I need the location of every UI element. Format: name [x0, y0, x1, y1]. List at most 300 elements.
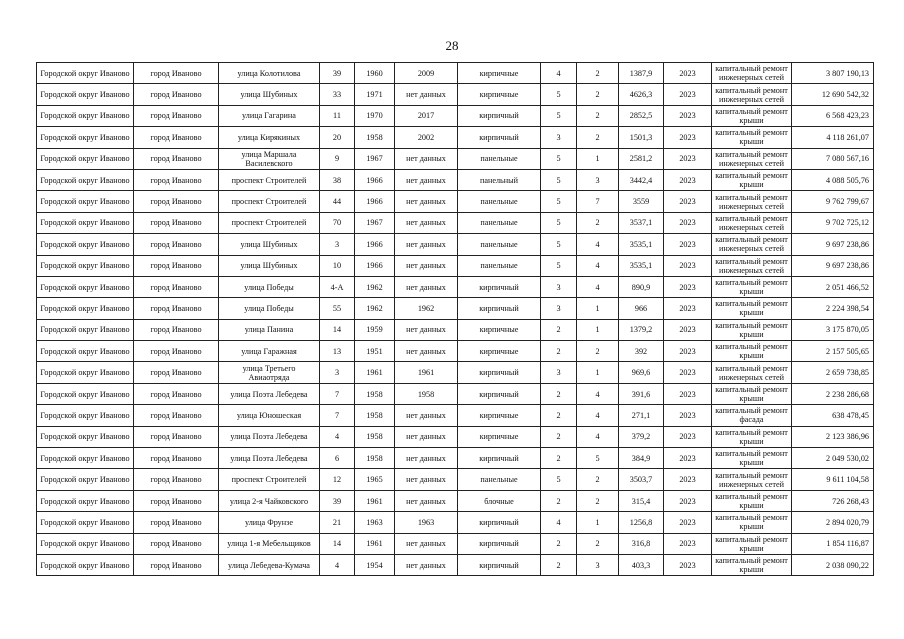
table-row: [37, 276, 874, 297]
cell-settlement: город Иваново: [134, 405, 219, 426]
cell-area: 890,9: [619, 276, 664, 297]
cell-house-number: 38: [320, 169, 355, 190]
cell-floors: 5: [541, 469, 577, 490]
cell-street: проспект Строителей: [219, 169, 320, 190]
table-row: [37, 426, 874, 447]
cell-settlement: город Иваново: [134, 148, 219, 169]
cell-area: 3442,4: [619, 169, 664, 190]
cell-municipality: Городской округ Иваново: [37, 405, 134, 426]
cell-repair-type: капитальный ремонт крыши: [712, 554, 792, 575]
cell-reconstruction-year: нет данных: [395, 255, 458, 276]
cell-area: 384,9: [619, 448, 664, 469]
table-row: [37, 469, 874, 490]
cell-area: 379,2: [619, 426, 664, 447]
cell-build-year: 1958: [355, 426, 395, 447]
cell-build-year: 1966: [355, 191, 395, 212]
cell-entrances: 1: [577, 319, 619, 340]
cell-municipality: Городской округ Иваново: [37, 512, 134, 533]
cell-wall-material: панельный: [458, 169, 541, 190]
cell-street: проспект Строителей: [219, 212, 320, 233]
cell-municipality: Городской округ Иваново: [37, 84, 134, 105]
cell-build-year: 1958: [355, 383, 395, 404]
cell-floors: 5: [541, 212, 577, 233]
cell-entrances: 2: [577, 533, 619, 554]
cell-build-year: 1959: [355, 319, 395, 340]
cell-repair-type: капитальный ремонт инженерных сетей: [712, 234, 792, 255]
cell-floors: 2: [541, 533, 577, 554]
cell-settlement: город Иваново: [134, 512, 219, 533]
cell-repair-type: капитальный ремонт крыши: [712, 490, 792, 511]
cell-reconstruction-year: нет данных: [395, 533, 458, 554]
table-row: [37, 490, 874, 511]
cell-municipality: Городской округ Иваново: [37, 255, 134, 276]
cell-municipality: Городской округ Иваново: [37, 426, 134, 447]
cell-repair-type: капитальный ремонт инженерных сетей: [712, 63, 792, 84]
cell-repair-year: 2023: [664, 63, 712, 84]
cell-cost: 6 568 423,23: [792, 105, 874, 126]
cell-reconstruction-year: нет данных: [395, 341, 458, 362]
cell-repair-year: 2023: [664, 512, 712, 533]
cell-house-number: 9: [320, 148, 355, 169]
cell-settlement: город Иваново: [134, 448, 219, 469]
cell-settlement: город Иваново: [134, 533, 219, 554]
cell-wall-material: кирпичный: [458, 276, 541, 297]
table-row: [37, 255, 874, 276]
cell-municipality: Городской округ Иваново: [37, 341, 134, 362]
cell-settlement: город Иваново: [134, 490, 219, 511]
cell-floors: 4: [541, 63, 577, 84]
cell-floors: 3: [541, 298, 577, 319]
cell-entrances: 1: [577, 148, 619, 169]
cell-repair-year: 2023: [664, 276, 712, 297]
table-body: [37, 63, 874, 576]
cell-reconstruction-year: 2017: [395, 105, 458, 126]
cell-wall-material: кирпичный: [458, 383, 541, 404]
cell-street: улица Юношеская: [219, 405, 320, 426]
cell-house-number: 7: [320, 405, 355, 426]
cell-floors: 5: [541, 148, 577, 169]
cell-wall-material: кирпичные: [458, 63, 541, 84]
cell-area: 316,8: [619, 533, 664, 554]
cell-settlement: город Иваново: [134, 426, 219, 447]
cell-municipality: Городской округ Иваново: [37, 212, 134, 233]
cell-cost: 1 854 116,87: [792, 533, 874, 554]
cell-repair-type: капитальный ремонт крыши: [712, 276, 792, 297]
cell-municipality: Городской округ Иваново: [37, 169, 134, 190]
cell-reconstruction-year: 1961: [395, 362, 458, 383]
cell-area: 4626,3: [619, 84, 664, 105]
cell-house-number: 39: [320, 63, 355, 84]
table-row: [37, 319, 874, 340]
cell-build-year: 1966: [355, 169, 395, 190]
cell-cost: 2 123 386,96: [792, 426, 874, 447]
cell-settlement: город Иваново: [134, 298, 219, 319]
cell-settlement: город Иваново: [134, 105, 219, 126]
cell-repair-type: капитальный ремонт инженерных сетей: [712, 148, 792, 169]
cell-house-number: 6: [320, 448, 355, 469]
cell-reconstruction-year: нет данных: [395, 84, 458, 105]
cell-settlement: город Иваново: [134, 341, 219, 362]
cell-settlement: город Иваново: [134, 383, 219, 404]
cell-build-year: 1961: [355, 362, 395, 383]
cell-street: улица Кирякиных: [219, 127, 320, 148]
cell-street: улица Фрунзе: [219, 512, 320, 533]
cell-municipality: Городской округ Иваново: [37, 490, 134, 511]
cell-wall-material: кирпичный: [458, 533, 541, 554]
cell-house-number: 11: [320, 105, 355, 126]
cell-entrances: 2: [577, 84, 619, 105]
cell-house-number: 14: [320, 319, 355, 340]
cell-wall-material: панельные: [458, 255, 541, 276]
cell-municipality: Городской округ Иваново: [37, 448, 134, 469]
cell-repair-type: капитальный ремонт инженерных сетей: [712, 469, 792, 490]
table-row: [37, 298, 874, 319]
table-row: [37, 191, 874, 212]
cell-area: 1256,8: [619, 512, 664, 533]
cell-cost: 2 157 505,65: [792, 341, 874, 362]
cell-reconstruction-year: нет данных: [395, 490, 458, 511]
cell-settlement: город Иваново: [134, 276, 219, 297]
cell-entrances: 1: [577, 362, 619, 383]
cell-floors: 4: [541, 512, 577, 533]
cell-entrances: 4: [577, 234, 619, 255]
cell-house-number: 13: [320, 341, 355, 362]
cell-reconstruction-year: нет данных: [395, 212, 458, 233]
cell-settlement: город Иваново: [134, 319, 219, 340]
cell-house-number: 3: [320, 234, 355, 255]
cell-entrances: 3: [577, 554, 619, 575]
buildings-table: [36, 62, 874, 576]
cell-street: улица Шубиных: [219, 255, 320, 276]
cell-repair-type: капитальный ремонт инженерных сетей: [712, 362, 792, 383]
cell-cost: 4 088 505,76: [792, 169, 874, 190]
cell-repair-type: капитальный ремонт крыши: [712, 533, 792, 554]
cell-repair-year: 2023: [664, 191, 712, 212]
cell-house-number: 55: [320, 298, 355, 319]
cell-wall-material: кирпичный: [458, 298, 541, 319]
cell-reconstruction-year: 1958: [395, 383, 458, 404]
cell-floors: 5: [541, 234, 577, 255]
cell-repair-year: 2023: [664, 341, 712, 362]
cell-street: улица Победы: [219, 276, 320, 297]
cell-build-year: 1951: [355, 341, 395, 362]
cell-floors: 2: [541, 554, 577, 575]
cell-reconstruction-year: 1963: [395, 512, 458, 533]
cell-entrances: 4: [577, 405, 619, 426]
cell-repair-type: капитальный ремонт инженерных сетей: [712, 84, 792, 105]
cell-repair-type: капитальный ремонт крыши: [712, 319, 792, 340]
cell-street: улица 2-я Чайковского: [219, 490, 320, 511]
cell-street: улица Панина: [219, 319, 320, 340]
cell-street: проспект Строителей: [219, 191, 320, 212]
cell-floors: 3: [541, 276, 577, 297]
cell-settlement: город Иваново: [134, 234, 219, 255]
cell-house-number: 21: [320, 512, 355, 533]
cell-wall-material: панельные: [458, 234, 541, 255]
cell-area: 391,6: [619, 383, 664, 404]
cell-settlement: город Иваново: [134, 169, 219, 190]
cell-area: 1379,2: [619, 319, 664, 340]
cell-repair-year: 2023: [664, 105, 712, 126]
cell-cost: 7 080 567,16: [792, 148, 874, 169]
cell-wall-material: панельные: [458, 469, 541, 490]
cell-entrances: 4: [577, 426, 619, 447]
cell-entrances: 2: [577, 127, 619, 148]
cell-settlement: город Иваново: [134, 255, 219, 276]
cell-settlement: город Иваново: [134, 362, 219, 383]
cell-repair-year: 2023: [664, 469, 712, 490]
cell-area: 1387,9: [619, 63, 664, 84]
table-row: [37, 212, 874, 233]
cell-floors: 2: [541, 490, 577, 511]
cell-cost: 9 697 238,86: [792, 234, 874, 255]
cell-floors: 2: [541, 426, 577, 447]
cell-repair-type: капитальный ремонт инженерных сетей: [712, 191, 792, 212]
cell-repair-type: капитальный ремонт крыши: [712, 298, 792, 319]
cell-wall-material: кирпичные: [458, 426, 541, 447]
cell-floors: 2: [541, 319, 577, 340]
table-row: [37, 234, 874, 255]
cell-build-year: 1965: [355, 469, 395, 490]
cell-wall-material: кирпичный: [458, 105, 541, 126]
cell-street: проспект Строителей: [219, 469, 320, 490]
cell-repair-year: 2023: [664, 169, 712, 190]
cell-entrances: 7: [577, 191, 619, 212]
cell-street: улица 1-я Мебельщиков: [219, 533, 320, 554]
table-row: [37, 362, 874, 383]
table-row: [37, 512, 874, 533]
cell-reconstruction-year: нет данных: [395, 405, 458, 426]
cell-build-year: 1966: [355, 234, 395, 255]
cell-build-year: 1970: [355, 105, 395, 126]
cell-build-year: 1962: [355, 298, 395, 319]
cell-build-year: 1960: [355, 63, 395, 84]
cell-repair-year: 2023: [664, 426, 712, 447]
cell-municipality: Городской округ Иваново: [37, 554, 134, 575]
table-row: [37, 148, 874, 169]
cell-floors: 2: [541, 341, 577, 362]
cell-municipality: Городской округ Иваново: [37, 276, 134, 297]
cell-wall-material: кирпичный: [458, 448, 541, 469]
cell-street: улица Гаражная: [219, 341, 320, 362]
cell-repair-type: капитальный ремонт крыши: [712, 512, 792, 533]
cell-repair-type: капитальный ремонт крыши: [712, 341, 792, 362]
cell-build-year: 1967: [355, 148, 395, 169]
table-row: [37, 341, 874, 362]
cell-municipality: Городской округ Иваново: [37, 469, 134, 490]
cell-municipality: Городской округ Иваново: [37, 63, 134, 84]
cell-entrances: 2: [577, 63, 619, 84]
cell-cost: 9 611 104,58: [792, 469, 874, 490]
cell-wall-material: кирпичные: [458, 341, 541, 362]
cell-street: улица Маршала Василевского: [219, 148, 320, 169]
cell-cost: 9 697 238,86: [792, 255, 874, 276]
cell-entrances: 1: [577, 512, 619, 533]
cell-cost: 3 175 870,05: [792, 319, 874, 340]
cell-wall-material: панельные: [458, 191, 541, 212]
cell-cost: 2 051 466,52: [792, 276, 874, 297]
cell-reconstruction-year: нет данных: [395, 426, 458, 447]
cell-repair-type: капитальный ремонт крыши: [712, 105, 792, 126]
cell-entrances: 1: [577, 298, 619, 319]
cell-settlement: город Иваново: [134, 469, 219, 490]
cell-repair-year: 2023: [664, 383, 712, 404]
table-row: [37, 405, 874, 426]
cell-build-year: 1958: [355, 405, 395, 426]
cell-entrances: 2: [577, 105, 619, 126]
cell-repair-year: 2023: [664, 298, 712, 319]
cell-area: 271,1: [619, 405, 664, 426]
cell-repair-type: капитальный ремонт крыши: [712, 169, 792, 190]
cell-reconstruction-year: 1962: [395, 298, 458, 319]
cell-repair-year: 2023: [664, 127, 712, 148]
cell-build-year: 1958: [355, 127, 395, 148]
cell-entrances: 4: [577, 255, 619, 276]
cell-cost: 2 049 530,02: [792, 448, 874, 469]
cell-reconstruction-year: нет данных: [395, 148, 458, 169]
cell-settlement: город Иваново: [134, 63, 219, 84]
cell-cost: 4 118 261,07: [792, 127, 874, 148]
cell-area: 966: [619, 298, 664, 319]
cell-cost: 2 894 020,79: [792, 512, 874, 533]
cell-municipality: Городской округ Иваново: [37, 127, 134, 148]
cell-build-year: 1962: [355, 276, 395, 297]
cell-street: улица Шубиных: [219, 84, 320, 105]
cell-reconstruction-year: нет данных: [395, 169, 458, 190]
cell-build-year: 1954: [355, 554, 395, 575]
cell-repair-type: капитальный ремонт крыши: [712, 448, 792, 469]
cell-floors: 2: [541, 383, 577, 404]
cell-reconstruction-year: нет данных: [395, 234, 458, 255]
cell-street: улица Поэта Лебедева: [219, 448, 320, 469]
cell-street: улица Третьего Авиаотряда: [219, 362, 320, 383]
cell-house-number: 33: [320, 84, 355, 105]
cell-area: 315,4: [619, 490, 664, 511]
cell-area: 3559: [619, 191, 664, 212]
cell-cost: 2 238 286,68: [792, 383, 874, 404]
cell-reconstruction-year: 2002: [395, 127, 458, 148]
cell-wall-material: кирпичный: [458, 127, 541, 148]
cell-municipality: Городской округ Иваново: [37, 383, 134, 404]
cell-municipality: Городской округ Иваново: [37, 362, 134, 383]
cell-build-year: 1966: [355, 255, 395, 276]
cell-build-year: 1963: [355, 512, 395, 533]
cell-repair-year: 2023: [664, 234, 712, 255]
cell-wall-material: кирпичный: [458, 512, 541, 533]
cell-municipality: Городской округ Иваново: [37, 148, 134, 169]
cell-reconstruction-year: нет данных: [395, 554, 458, 575]
cell-area: 969,6: [619, 362, 664, 383]
cell-cost: 2 224 398,54: [792, 298, 874, 319]
cell-house-number: 7: [320, 383, 355, 404]
cell-cost: 638 478,45: [792, 405, 874, 426]
cell-area: 403,3: [619, 554, 664, 575]
cell-repair-year: 2023: [664, 554, 712, 575]
page-number: 28: [445, 38, 459, 53]
cell-street: улица Гагарина: [219, 105, 320, 126]
cell-street: улица Лебедева-Кумача: [219, 554, 320, 575]
table-row: [37, 533, 874, 554]
cell-wall-material: блочные: [458, 490, 541, 511]
cell-build-year: 1958: [355, 448, 395, 469]
cell-build-year: 1967: [355, 212, 395, 233]
cell-municipality: Городской округ Иваново: [37, 234, 134, 255]
table-row: [37, 554, 874, 575]
cell-entrances: 2: [577, 490, 619, 511]
cell-entrances: 2: [577, 341, 619, 362]
cell-repair-year: 2023: [664, 362, 712, 383]
cell-build-year: 1961: [355, 490, 395, 511]
cell-house-number: 44: [320, 191, 355, 212]
cell-street: улица Победы: [219, 298, 320, 319]
cell-repair-type: капитальный ремонт крыши: [712, 383, 792, 404]
table-row: [37, 169, 874, 190]
cell-wall-material: кирпичный: [458, 362, 541, 383]
cell-reconstruction-year: нет данных: [395, 469, 458, 490]
cell-street: улица Колотилова: [219, 63, 320, 84]
cell-repair-type: капитальный ремонт фасада: [712, 405, 792, 426]
cell-municipality: Городской округ Иваново: [37, 319, 134, 340]
cell-settlement: город Иваново: [134, 127, 219, 148]
cell-repair-type: капитальный ремонт инженерных сетей: [712, 255, 792, 276]
cell-cost: 9 702 725,12: [792, 212, 874, 233]
cell-reconstruction-year: 2009: [395, 63, 458, 84]
cell-municipality: Городской округ Иваново: [37, 105, 134, 126]
cell-wall-material: панельные: [458, 148, 541, 169]
cell-wall-material: кирпичные: [458, 84, 541, 105]
table-row: [37, 383, 874, 404]
cell-area: 1501,3: [619, 127, 664, 148]
cell-repair-year: 2023: [664, 148, 712, 169]
cell-reconstruction-year: нет данных: [395, 191, 458, 212]
cell-entrances: 5: [577, 448, 619, 469]
cell-reconstruction-year: нет данных: [395, 276, 458, 297]
table-row: [37, 105, 874, 126]
cell-floors: 3: [541, 127, 577, 148]
cell-cost: 9 762 799,67: [792, 191, 874, 212]
cell-area: 3535,1: [619, 255, 664, 276]
cell-repair-type: капитальный ремонт инженерных сетей: [712, 212, 792, 233]
table-row: [37, 63, 874, 84]
cell-floors: 3: [541, 362, 577, 383]
cell-municipality: Городской округ Иваново: [37, 191, 134, 212]
cell-cost: 726 268,43: [792, 490, 874, 511]
cell-area: 3537,1: [619, 212, 664, 233]
cell-wall-material: кирпичный: [458, 554, 541, 575]
cell-repair-year: 2023: [664, 84, 712, 105]
cell-house-number: 4: [320, 426, 355, 447]
cell-floors: 2: [541, 448, 577, 469]
cell-street: улица Поэта Лебедева: [219, 426, 320, 447]
cell-cost: 3 807 190,13: [792, 63, 874, 84]
cell-repair-year: 2023: [664, 319, 712, 340]
cell-floors: 5: [541, 84, 577, 105]
cell-entrances: 3: [577, 169, 619, 190]
cell-floors: 5: [541, 169, 577, 190]
cell-floors: 5: [541, 255, 577, 276]
cell-floors: 2: [541, 405, 577, 426]
cell-repair-year: 2023: [664, 255, 712, 276]
cell-house-number: 70: [320, 212, 355, 233]
table-row: [37, 84, 874, 105]
cell-house-number: 20: [320, 127, 355, 148]
cell-settlement: город Иваново: [134, 191, 219, 212]
cell-house-number: 4-А: [320, 276, 355, 297]
cell-repair-type: капитальный ремонт крыши: [712, 426, 792, 447]
cell-repair-year: 2023: [664, 490, 712, 511]
cell-repair-year: 2023: [664, 405, 712, 426]
cell-settlement: город Иваново: [134, 212, 219, 233]
